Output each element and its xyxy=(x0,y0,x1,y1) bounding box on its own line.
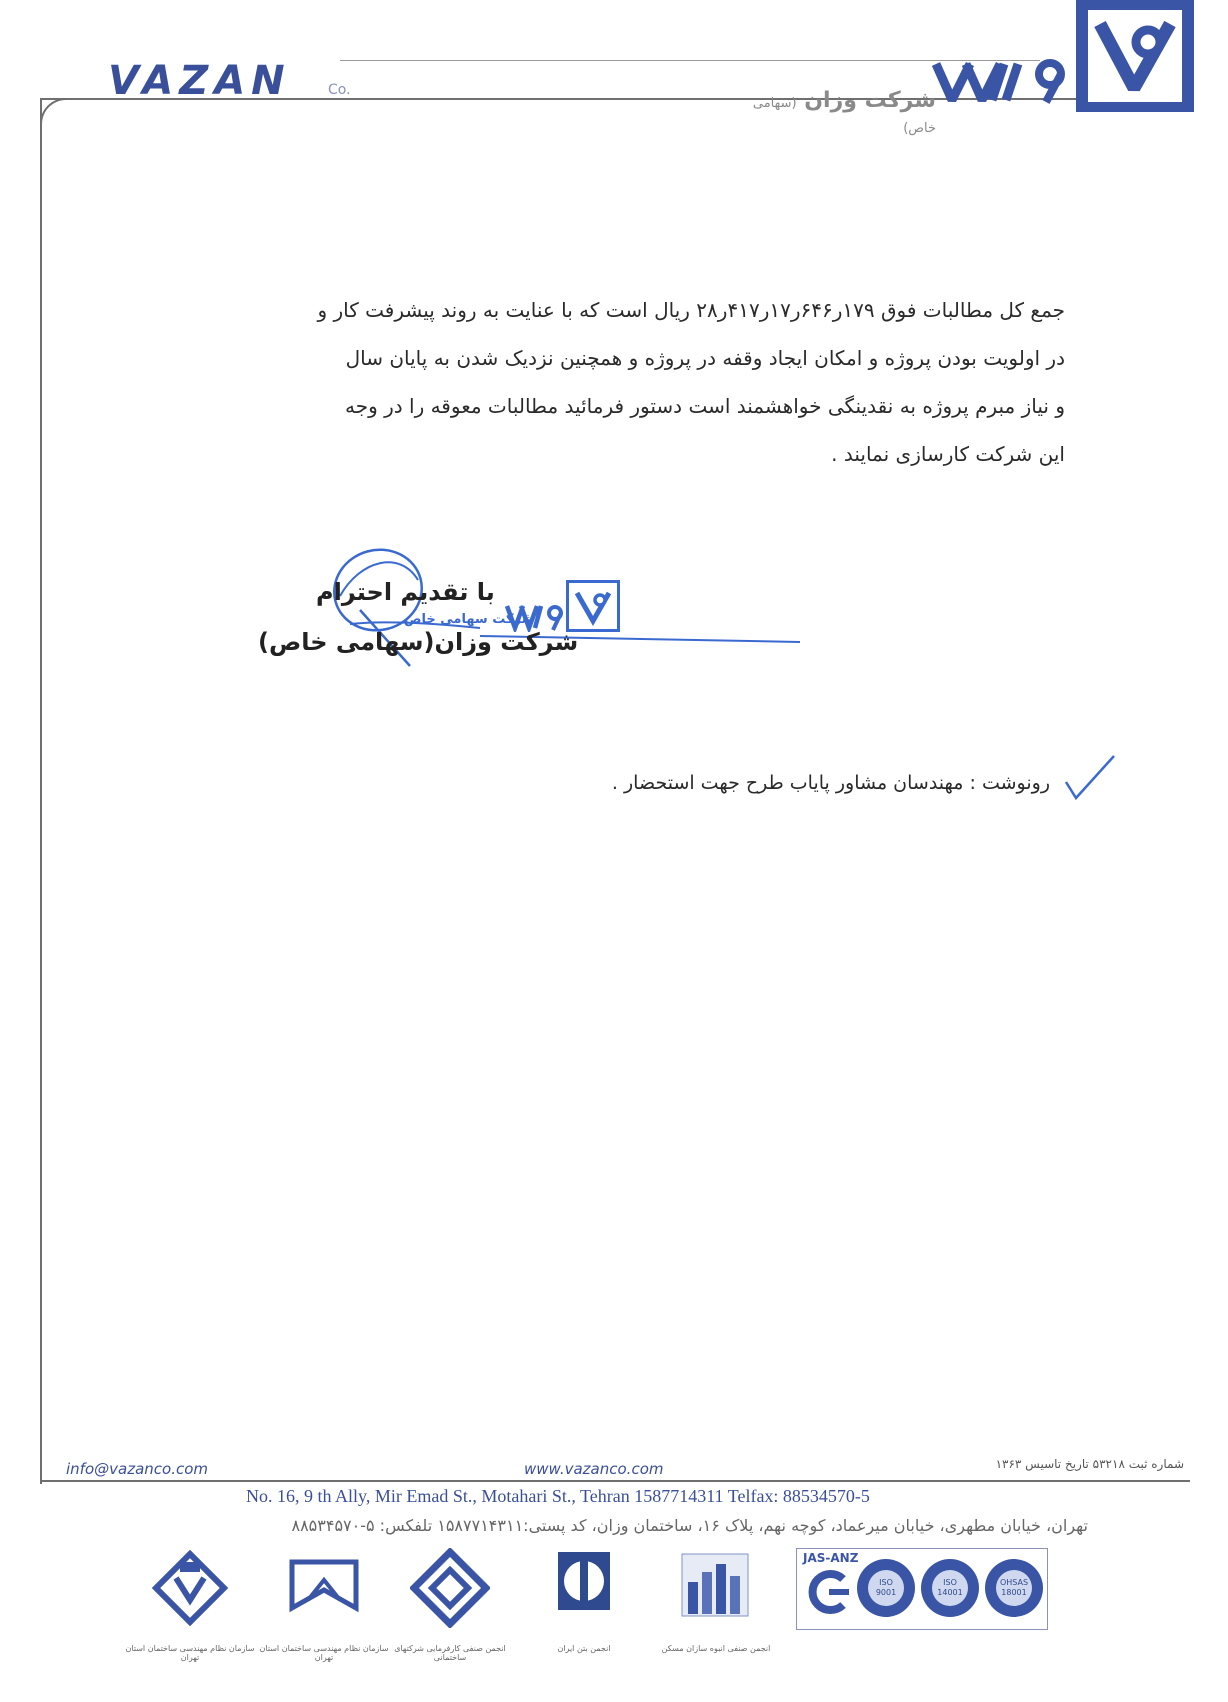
body-line: در اولویت بودن پروژه و امکان ایجاد وقفه در پروژه و همچنین نزدیک شدن به پایان سال xyxy=(345,346,1065,370)
company-logo-icon xyxy=(1076,0,1194,112)
concrete-association-badge-icon xyxy=(554,1548,614,1632)
brand-wordmark-icon xyxy=(930,56,1070,117)
mass-builders-badge-icon xyxy=(680,1548,750,1632)
carbon-copy-note: رونوشت : مهندسان مشاور پایاب طرح جهت استحضار . xyxy=(611,772,1050,794)
certifications-panel xyxy=(796,1548,1048,1630)
footer-address-en: No. 16, 9 th Ally, Mir Emad St., Motahari St., Tehran 1587714311 Telfax: 88534570-5 xyxy=(246,1486,870,1506)
footer-registration: شماره ثبت ۵۳۲۱۸ تاریخ تاسیس ۱۳۶۳ xyxy=(995,1457,1184,1471)
frame-left-border xyxy=(40,98,42,1484)
iso-14001-seal xyxy=(921,1559,979,1617)
building-org-badge-icon xyxy=(284,1548,364,1632)
iso-14001-label: ISO 14001 xyxy=(932,1570,968,1606)
company-name-fa-sub: (سهامی خاص) xyxy=(752,96,936,136)
body-line: این شرکت کارسازی نمایند . xyxy=(831,442,1065,466)
brand-co-label: Co. xyxy=(328,82,351,98)
frame-corner xyxy=(40,98,82,140)
badge-caption: انجمن بتن ایران xyxy=(557,1644,611,1653)
iso-9001-label: ISO 9001 xyxy=(868,1570,904,1606)
ohsas-18001-seal xyxy=(985,1559,1043,1617)
body-line: جمع کل مطالبات فوق ۱۷۹ر۶۴۶ر۱۷ر۴۱۷ر۲۸ ریال است که با عنایت به روند پیشرفت کار و xyxy=(317,298,1065,322)
footer-address-fa: تهران، خیابان مطهری، خیابان میرعماد، کوچه نهم، پلاک ۱۶، ساختمان وزان، کد پستی:۱۵۸۷۷۱۴۳۱۱ تلفکس: ۵-۸۸۵۳۴۵۷۰ xyxy=(291,1516,1088,1535)
iso-9001-seal xyxy=(857,1559,915,1617)
badge-caption: سازمان نظام مهندسی ساختمان استان تهران xyxy=(125,1644,255,1662)
closing-phrase: با تقدیم احترام xyxy=(316,578,495,606)
letter-body xyxy=(165,286,1065,478)
badge-caption: انجمن صنفی کارفرمایی شرکتهای ساختمانی xyxy=(394,1644,506,1662)
frame-bottom-border xyxy=(40,1480,1190,1482)
signatory-company: شرکت وزان(سهامی خاص) xyxy=(258,628,579,656)
company-name-fa xyxy=(716,88,936,138)
checkmark-icon xyxy=(1062,752,1118,804)
stamp-logo-icon xyxy=(566,580,620,632)
stamp-text: شرکت سهامی خاص xyxy=(404,612,535,627)
membership-badges xyxy=(125,1548,1076,1662)
footer-website-link[interactable]: www.vazanco.com xyxy=(524,1460,664,1478)
badge-caption: سازمان نظام مهندسی ساختمان استان تهران xyxy=(259,1644,389,1662)
body-line: و نیاز مبرم پروژه به نقدینگی خواهشمند است دستور فرمائید مطالبات معوقه را در وجه xyxy=(344,394,1065,418)
company-name-fa-main: شرکت وزان xyxy=(804,88,936,113)
badge-caption: انجمن صنفی انبوه سازان مسکن xyxy=(661,1644,771,1653)
ohsas-18001-label: OHSAS 18001 xyxy=(996,1570,1032,1606)
engineering-org-badge-icon xyxy=(150,1548,230,1632)
contractors-association-badge-icon xyxy=(410,1548,490,1632)
brand-latin-logo: VAZAN xyxy=(108,58,291,104)
footer-email-link[interactable]: info@vazanco.com xyxy=(66,1460,209,1478)
jas-anz-logo-icon xyxy=(803,1567,853,1617)
jas-anz-label: JAS-ANZ xyxy=(803,1551,859,1565)
